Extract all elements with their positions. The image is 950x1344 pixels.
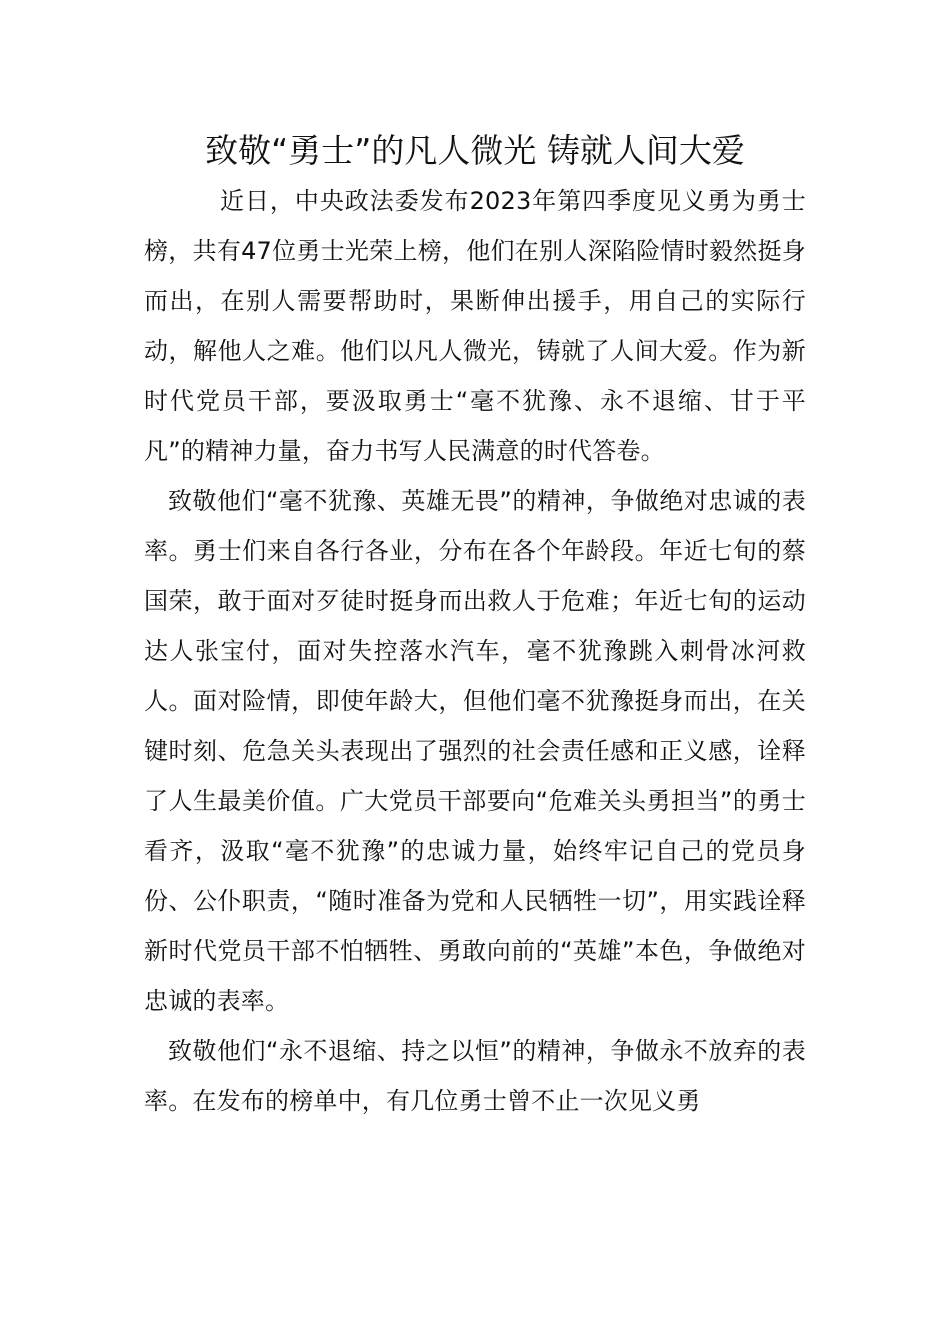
paragraph-intro: 近日，中央政法委发布2023年第四季度见义勇为勇士榜，共有47位勇士光荣上榜，他们在别人深陷险情时毅然挺身而出，在别人需要帮助时，果断伸出援手，用自己的实际行动，解他人之难。他们以凡人微光，铸就了人间大爱。作为新时代党员干部，要汲取勇士“毫不犹豫、永不退缩、甘于平凡”的精神力量，奋力书写人民满意的时代答卷。 [144,187,806,465]
paragraph-loyalty: 致敬他们“毫不犹豫、英雄无畏”的精神，争做绝对忠诚的表率。勇士们来自各行各业，分布在各个年龄段。年近七旬的蔡国荣，敢于面对歹徒时挺身而出救人于危难；年近七旬的运动达人张宝付，面对失控落水汽车，毫不犹豫跳入刺骨冰河救人。面对险情，即使年龄大，但他们毫不犹豫挺身而出，在关键时刻、危急关头表现出了强烈的社会责任感和正义感，诠释了人生最美价值。广大党员干部要向“危难关头勇担当”的勇士看齐，汲取“毫不犹豫”的忠诚力量，始终牢记自己的党员身份、公仆职责，“随时准备为党和人民牺牲一切”，用实践诠释新时代党员干部不怕牺牲、勇敢向前的“英雄”本色，争做绝对忠诚的表率。 [144,487,806,1015]
document-body [144,176,806,1126]
paragraph-perseverance: 致敬他们“永不退缩、持之以恒”的精神，争做永不放弃的表率。在发布的榜单中，有几位勇士曾不止一次见义勇 [144,1037,806,1115]
document-title: 致敬“勇士”的凡人微光 铸就人间大爱 [205,131,745,170]
